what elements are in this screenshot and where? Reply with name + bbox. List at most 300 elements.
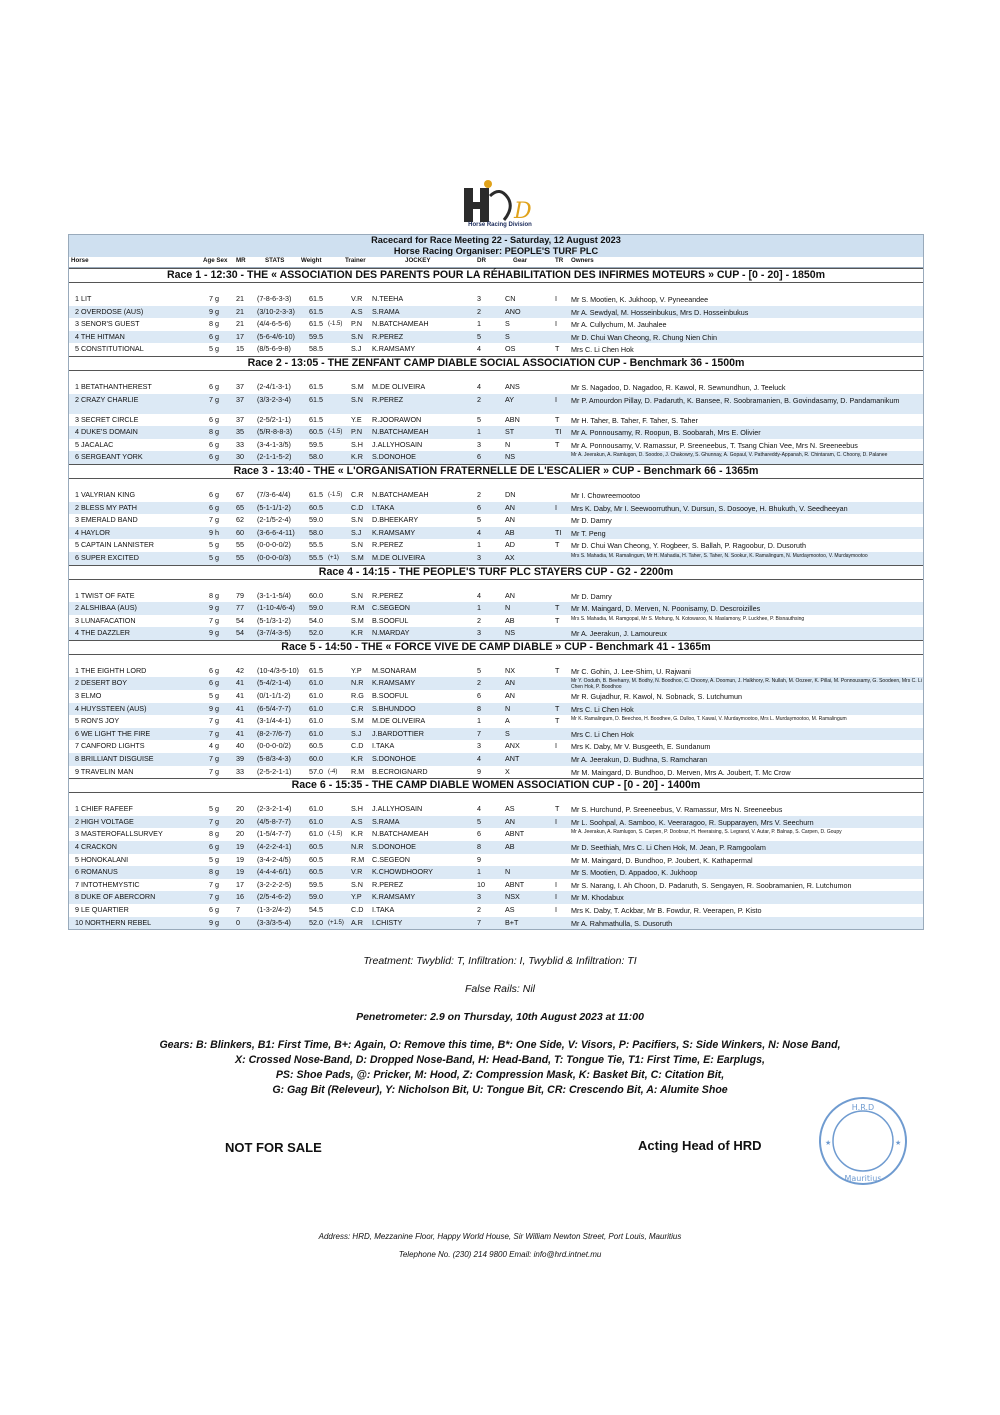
- cell-mr: 37: [236, 394, 244, 404]
- cell-treat: TI: [555, 527, 562, 537]
- cell-gear: AN: [505, 691, 515, 701]
- table-row: [69, 306, 923, 319]
- cell-tr: K.R: [351, 628, 363, 638]
- race-title: Race 6 - 15:35 - THE CAMP DIABLE WOMEN ASSOCIATION CUP - [0 - 20] - 1400m: [69, 778, 923, 793]
- cell-dr: 5: [477, 414, 481, 424]
- col-dr: DR: [477, 257, 486, 264]
- cell-mr: 39: [236, 754, 244, 764]
- cell-mr: 20: [236, 816, 244, 826]
- cell-adj: (-1.5): [328, 831, 343, 838]
- cell-age: 6 g: [209, 502, 219, 512]
- cell-stats: (5-1-1/1-2): [257, 502, 291, 512]
- table-row: [69, 740, 923, 753]
- cell-jockey: R.PEREZ: [372, 879, 404, 889]
- col-jockey: JOCKEY: [405, 257, 431, 264]
- svg-text:★: ★: [895, 1140, 902, 1147]
- cell-horse: 3 ELMO: [75, 691, 102, 701]
- col-age-sex: Age Sex: [203, 257, 228, 264]
- cell-stats: (3-7/4-3-5): [257, 628, 291, 638]
- cell-gear: N: [505, 867, 511, 877]
- cell-wt: 61.5: [309, 306, 323, 316]
- cell-age: 6 g: [209, 665, 219, 675]
- race-section: [69, 778, 923, 929]
- cell-jockey: B.SOOFUL: [372, 691, 409, 701]
- cell-gear: AN: [505, 502, 515, 512]
- col-stats: STATS: [265, 257, 285, 264]
- cell-stats: (8-2-7/6-7): [257, 728, 291, 738]
- cell-stats: (5-1/3-1-2): [257, 615, 291, 625]
- cell-owners: Mrs S. Mahadia, M. Ramgopal, Mr S. Mohung, N. Kotowaroo, N. Maslamony, P. Luckhee, P. Bisnauthsing: [571, 615, 805, 622]
- cell-owners: Mr A. Cullychum, M. Jauhalee: [571, 320, 667, 330]
- cell-stats: (10-4/3-5-10): [257, 665, 299, 675]
- cell-wt: 60.0: [309, 590, 323, 600]
- cell-dr: 1: [477, 716, 481, 726]
- cell-tr: Y.P: [351, 892, 362, 902]
- race-title: Race 4 - 14:15 - THE PEOPLE'S TURF PLC STAYERS CUP - G2 - 2200m: [69, 565, 923, 580]
- cell-wt: 60.5: [309, 502, 323, 512]
- cell-dr: 1: [477, 319, 481, 329]
- cell-dr: 3: [477, 741, 481, 751]
- cell-horse: 2 ALSHIBAA (AUS): [75, 603, 137, 613]
- col-gear: Gear: [513, 257, 528, 264]
- table-row: [69, 904, 923, 917]
- cell-horse: 6 WE LIGHT THE FIRE: [75, 728, 151, 738]
- cell-wt: 59.0: [309, 603, 323, 613]
- cell-jockey: N.BATCHAMEAH: [372, 829, 429, 839]
- cell-jockey: S.RAMA: [372, 306, 400, 316]
- cell-horse: 9 LE QUARTIER: [75, 904, 129, 914]
- cell-gear: AN: [505, 515, 515, 525]
- cell-gear: AS: [505, 804, 515, 814]
- cell-horse: 7 INTOTHEMYSTIC: [75, 879, 140, 889]
- racecard: [68, 234, 924, 930]
- cell-tr: R.M: [351, 766, 365, 776]
- cell-age: 9 h: [209, 527, 219, 537]
- cell-jockey: N.BATCHAMEAH: [372, 319, 429, 329]
- cell-gear: X: [505, 766, 510, 776]
- cell-horse: 10 NORTHERN REBEL: [75, 917, 152, 927]
- cell-jockey: I.CHISTY: [372, 917, 403, 927]
- cell-wt: 60.0: [309, 754, 323, 764]
- cell-tr: S.J: [351, 527, 362, 537]
- telephone: Telephone No. (230) 214 9800 Email: info@hrd.intnet.mu: [398, 1250, 602, 1259]
- cell-treat: I: [555, 394, 557, 404]
- table-row: [69, 803, 923, 816]
- cell-wt: 60.5: [309, 842, 323, 851]
- cell-tr: S.M: [351, 716, 364, 726]
- cell-horse: 7 CANFORD LIGHTS: [75, 741, 145, 751]
- cell-dr: 3: [477, 628, 481, 638]
- cell-jockey: K.RAMSAMY: [372, 678, 416, 688]
- cell-jockey: R.PEREZ: [372, 590, 404, 600]
- cell-gear: ANO: [505, 306, 521, 316]
- cell-gear: ABN: [505, 414, 520, 424]
- cell-horse: 3 EMERALD BAND: [75, 515, 138, 525]
- cell-gear: N: [505, 703, 511, 713]
- cell-gear: NSX: [505, 892, 520, 902]
- cell-mr: 55: [236, 540, 244, 550]
- cell-mr: 65: [236, 502, 244, 512]
- cell-gear: ANX: [505, 741, 520, 751]
- cell-dr: 10: [477, 879, 485, 889]
- cell-stats: (3-4-2-4/5): [257, 854, 291, 864]
- cell-age: 8 g: [209, 427, 219, 437]
- cell-owners: Mr A. Sewdyal, M. Hosseinbukus, Mrs D. Hosseinbukus: [571, 307, 749, 317]
- cell-age: 9 g: [209, 306, 219, 316]
- cell-gear: N: [505, 603, 511, 613]
- cell-owners: Mr K. Ramalingum, D. Beechoo, H. Boodhee, G. Dulloo, T. Kawal, V. Murdaymootoo, Mrs L. Murdaymootoo, M. Ramalingum: [571, 716, 847, 723]
- cell-mr: 41: [236, 691, 244, 701]
- cell-treat: TI: [555, 427, 562, 437]
- cell-horse: 5 JACALAC: [75, 439, 114, 449]
- cell-owners: Mrs K. Daby, Mr I. Seewoorruthun, V. Dursun, S. Dosooye, H. Bhukuth, V. Seedheeyan: [571, 503, 848, 513]
- table-row: [69, 552, 923, 565]
- penetrometer-note: Penetrometer: 2.9 on Thursday, 10th August 2023 at 11:00: [356, 1011, 644, 1023]
- cell-age: 6 g: [209, 678, 219, 688]
- cell-owners: Mr T. Peng: [571, 528, 606, 538]
- cell-stats: (4/4-6-5-6): [257, 319, 291, 329]
- cell-owners: Mr A. Rahmathulla, S. Dusoruth: [571, 918, 673, 928]
- table-row: [69, 753, 923, 766]
- table-row: [69, 766, 923, 779]
- cell-mr: 62: [236, 515, 244, 525]
- cell-jockey: K.RAMSAMY: [372, 527, 416, 537]
- gears-line: X: Crossed Nose-Band, D: Dropped Nose-Band, H: Head-Band, T: Tongue Tie, T1: First Time, E: Earplugs,: [235, 1054, 765, 1066]
- cell-stats: (5-4/2-1-4): [257, 678, 291, 688]
- cell-mr: 15: [236, 344, 244, 354]
- table-row: [69, 891, 923, 904]
- race-section: [69, 268, 923, 356]
- cell-age: 5 g: [209, 344, 219, 354]
- table-row: [69, 590, 923, 603]
- cell-mr: 20: [236, 829, 244, 839]
- cell-tr: Y.P: [351, 665, 362, 675]
- cell-owners: Mr Y. Ooduth, B. Beeharry, M. Bodhy, N. Boodhoo, C. Choony, A. Doomun, J. Halkhory, R. Nullah, M. Oozeer, K. Pillai, M. Ponnousamy, G. Soodeen, Mrs C. Li Chen Hok, P. Boodhoo: [571, 678, 922, 691]
- cell-mr: 41: [236, 716, 244, 726]
- cell-gear: AB: [505, 615, 515, 625]
- race-title: Race 3 - 13:40 - THE « L'ORGANISATION FRATERNELLE DE L'ESCALIER » CUP - Benchmark 66 - 1365m: [69, 464, 923, 479]
- cell-jockey: B.ECROIGNARD: [372, 766, 428, 776]
- cell-owners: Mr H. Taher, B. Taher, F. Taher, S. Taher: [571, 415, 698, 425]
- cell-mr: 16: [236, 892, 244, 902]
- cell-horse: 2 OVERDOSE (AUS): [75, 306, 144, 316]
- cell-owners: Mr S. Mootien, D. Appadoo, K. Jukhoop: [571, 868, 698, 878]
- table-row: [69, 439, 923, 452]
- race-section: [69, 356, 923, 464]
- cell-mr: 42: [236, 665, 244, 675]
- table-row: [69, 451, 923, 464]
- col-horse: Horse: [71, 257, 89, 264]
- cell-tr: S.N: [351, 331, 363, 341]
- cell-gear: S: [505, 319, 510, 329]
- cell-tr: S.N: [351, 879, 363, 889]
- cell-owners: Mrs C. Li Chen Hok: [571, 729, 634, 739]
- cell-age: 7 g: [209, 754, 219, 764]
- cell-tr: R.M: [351, 603, 365, 613]
- cell-horse: 5 CAPTAIN LANNISTER: [75, 540, 154, 550]
- table-row: [69, 414, 923, 427]
- cell-treat: I: [555, 879, 557, 889]
- cell-treat: I: [555, 741, 557, 751]
- cell-horse: 4 HAYLOR: [75, 527, 111, 537]
- cell-age: 5 g: [209, 540, 219, 550]
- cell-stats: (1-10-4/6-4): [257, 603, 295, 613]
- cell-treat: I: [555, 294, 557, 303]
- cell-horse: 6 SUPER EXCITED: [75, 552, 139, 562]
- cell-owners: Mrs C. Li Chen Hok: [571, 704, 634, 714]
- cell-gear: ABNT: [505, 879, 525, 889]
- cell-gear: AS: [505, 904, 515, 914]
- cell-dr: 6: [477, 452, 481, 462]
- cell-age: 6 g: [209, 414, 219, 424]
- cell-tr: K.R: [351, 829, 363, 839]
- cell-wt: 61.5: [309, 394, 323, 404]
- cell-wt: 54.5: [309, 904, 323, 914]
- cell-horse: 3 LUNAFACATION: [75, 615, 136, 625]
- cell-mr: 54: [236, 615, 244, 625]
- cell-owners: Mr L. Soohpal, A. Samboo, K. Veeraragoo, R. Supparayen, Mrs V. Seechurn: [571, 817, 814, 827]
- cell-mr: 41: [236, 728, 244, 738]
- table-row: [69, 841, 923, 854]
- cell-age: 6 g: [209, 904, 219, 914]
- cell-mr: 7: [236, 904, 240, 914]
- cell-age: 5 g: [209, 804, 219, 814]
- cell-dr: 3: [477, 552, 481, 562]
- cell-age: 6 g: [209, 452, 219, 462]
- cell-horse: 9 TRAVELIN MAN: [75, 766, 134, 776]
- cell-owners: Mr A. Ponnousamy, R. Roopun, B. Soobarah, Mrs E. Olivier: [571, 428, 761, 438]
- cell-adj: (-4): [328, 768, 338, 775]
- cell-tr: S.M: [351, 615, 364, 625]
- cell-adj: (-1.5): [328, 321, 343, 328]
- cell-jockey: R.JOORAWON: [372, 414, 422, 424]
- cell-jockey: M.DE OLIVEIRA: [372, 381, 426, 391]
- cell-tr: C.R: [351, 703, 364, 713]
- cell-owners: Mr A. Jeerakun, A. Ramlugon, S. Carpen, P. Doobraz, H. Heeraising, S. Legrand, V. Autar, P. Balnap, S. Carpen, D. Goupy: [571, 829, 842, 836]
- cell-owners: Mr I. Chowreemootoo: [571, 490, 641, 500]
- cell-wt: 61.5: [309, 294, 323, 303]
- cell-age: 7 g: [209, 892, 219, 902]
- cell-horse: 1 CHIEF RAFEEF: [75, 804, 133, 814]
- cell-dr: 7: [477, 917, 481, 927]
- table-row: [69, 627, 923, 640]
- cell-horse: 2 CRAZY CHARLIE: [75, 394, 139, 404]
- cell-owners: Mr S. Mootien, K. Jukhoop, V. Pyneeandee: [571, 295, 709, 304]
- cell-mr: 33: [236, 766, 244, 776]
- cell-stats: (8/5-6-9-8): [257, 344, 291, 354]
- cell-mr: 21: [236, 306, 244, 316]
- cell-wt: 61.5: [309, 414, 323, 424]
- cell-horse: 1 VALYRIAN KING: [75, 489, 136, 499]
- table-row: [69, 854, 923, 867]
- cell-wt: 61.0: [309, 728, 323, 738]
- cell-tr: N.R: [351, 842, 364, 851]
- cell-horse: 3 SENOR'S GUEST: [75, 319, 140, 329]
- cell-gear: ST: [505, 427, 515, 437]
- cell-dr: 5: [477, 816, 481, 826]
- cell-stats: (3-2-2-2-5): [257, 879, 292, 889]
- cell-horse: 6 ROMANUS: [75, 867, 118, 877]
- cell-age: 7 g: [209, 816, 219, 826]
- cell-tr: V.R: [351, 294, 363, 303]
- table-row: [69, 728, 923, 741]
- cell-jockey: N.TEEHA: [372, 294, 404, 303]
- cell-stats: (1-3-2/4-2): [257, 904, 291, 914]
- cell-mr: 41: [236, 678, 244, 688]
- cell-mr: 79: [236, 590, 244, 600]
- acting-head-signature: Acting Head of HRD: [638, 1138, 762, 1153]
- cell-treat: T: [555, 804, 560, 814]
- cell-owners: Mr A. Jeerakun, A. Ramlugon, D. Soodoo, J. Chakowry, S. Ghunnay, A. Gopaul, V. Pathareddy-Appanah, R. Chintaram, C. Choony, D. Palanee: [571, 452, 888, 459]
- cell-age: 7 g: [209, 728, 219, 738]
- race-title: Race 5 - 14:50 - THE « FORCE VIVE DE CAMP DIABLE » CUP - Benchmark 41 - 1365m: [69, 640, 923, 655]
- cell-gear: NX: [505, 665, 515, 675]
- cell-owners: Mr C. Gohin, J. Lee-Shim, U. Rajwani: [571, 666, 691, 676]
- cell-dr: 2: [477, 678, 481, 688]
- cell-dr: 3: [477, 439, 481, 449]
- cell-horse: 8 DUKE OF ABERCORN: [75, 892, 156, 902]
- cell-wt: 61.0: [309, 804, 323, 814]
- cell-age: 7 g: [209, 294, 219, 303]
- logo-caption: Horse Racing Division: [468, 222, 532, 228]
- race-title: Race 1 - 12:30 - THE « ASSOCIATION DES PARENTS POUR LA RÉHABILITATION DES INFIRMES MOTEURS » CUP - [0 - 20] - 1850m: [69, 268, 923, 283]
- cell-age: 4 g: [209, 741, 219, 751]
- cell-horse: 2 DESERT BOY: [75, 678, 128, 688]
- cell-dr: 3: [477, 892, 481, 902]
- cell-jockey: M.DE OLIVEIRA: [372, 716, 426, 726]
- cell-horse: 1 THE EIGHTH LORD: [75, 665, 147, 675]
- cell-age: 9 g: [209, 917, 219, 927]
- svg-text:D: D: [514, 199, 532, 224]
- cell-stats: (7-8-6-3-3): [257, 294, 292, 303]
- cell-wt: 60.5: [309, 427, 323, 437]
- table-row: [69, 615, 923, 628]
- cell-jockey: J.BARDOTTIER: [372, 728, 424, 738]
- cell-gear: S: [505, 728, 510, 738]
- cell-wt: 57.0: [309, 766, 323, 776]
- cell-age: 9 g: [209, 628, 219, 638]
- cell-gear: A: [505, 716, 510, 726]
- cell-jockey: R.PEREZ: [372, 540, 404, 550]
- cell-horse: 6 SERGEANT YORK: [75, 452, 143, 462]
- cell-horse: 1 LIT: [75, 294, 92, 303]
- cell-stats: (3/10-2-3-3): [257, 306, 295, 316]
- cell-horse: 4 THE DAZZLER: [75, 628, 130, 638]
- gears-legend: [80, 1038, 920, 1098]
- table-row: [69, 917, 923, 930]
- cell-dr: 4: [477, 381, 481, 391]
- cell-mr: 19: [236, 854, 244, 864]
- cell-gear: AY: [505, 394, 515, 404]
- cell-horse: 1 BETATHANTHEREST: [75, 381, 152, 391]
- cell-stats: (3/3-2-3-4): [257, 394, 291, 404]
- cell-jockey: C.SEGEON: [372, 603, 410, 613]
- cell-owners: Mr P. Amourdon Pillay, D. Padaruth, K. Bansee, R. Soobramanien, B. Govindasamy, D. Pandamanikum: [571, 395, 900, 405]
- cell-gear: AB: [505, 527, 515, 537]
- table-row: [69, 527, 923, 540]
- treatment-note: Treatment: Twyblid: T, Infiltration: I, Twyblid & Infiltration: TI: [363, 955, 637, 967]
- cell-tr: R.M: [351, 854, 365, 864]
- cell-dr: 4: [477, 754, 481, 764]
- cell-stats: (2-1/5-2-4): [257, 515, 291, 525]
- cell-wt: 55.5: [309, 540, 323, 550]
- cell-tr: S.H: [351, 439, 363, 449]
- cell-tr: S.N: [351, 394, 363, 404]
- cell-horse: 3 MASTEROFALLSURVEY: [75, 829, 163, 839]
- cell-wt: 61.5: [309, 489, 323, 499]
- cell-tr: A.R: [351, 917, 363, 927]
- cell-horse: 8 BRILLIANT DISGUISE: [75, 754, 154, 764]
- cell-wt: 52.0: [309, 628, 323, 638]
- cell-owners: Mrs S. Mahadia, M. Ramalingum, Mr H. Mahadia, H. Taher, S. Taher, N. Sookur, K. Ramalingum, N. Murdaymootoo, V. Murdaymootoo: [571, 552, 868, 559]
- table-row: [69, 665, 923, 678]
- cell-dr: 2: [477, 615, 481, 625]
- cell-stats: (2-1-1-5-2): [257, 452, 292, 462]
- cell-dr: 8: [477, 842, 481, 851]
- not-for-sale: NOT FOR SALE: [225, 1140, 322, 1155]
- cell-dr: 1: [477, 427, 481, 437]
- cell-gear: DN: [505, 489, 516, 499]
- cell-mr: 33: [236, 439, 244, 449]
- cell-jockey: I.TAKA: [372, 904, 395, 914]
- cell-jockey: J.ALLYHOSAIN: [372, 439, 423, 449]
- cell-stats: (0-0-0-0/3): [257, 552, 291, 562]
- cell-wt: 60.5: [309, 741, 323, 751]
- cell-gear: B+T: [505, 917, 519, 927]
- cell-age: 9 g: [209, 703, 219, 713]
- table-row: [69, 381, 923, 394]
- column-headers: [69, 257, 923, 268]
- cell-age: 6 g: [209, 439, 219, 449]
- cell-tr: P.N: [351, 427, 363, 437]
- race-section: [69, 565, 923, 640]
- cell-tr: V.R: [351, 867, 363, 877]
- cell-stats: (2/5-4-6-2): [257, 892, 291, 902]
- cell-age: 9 g: [209, 603, 219, 613]
- cell-jockey: J.ALLYHOSAIN: [372, 804, 423, 814]
- col-tr: TR: [555, 257, 564, 264]
- cell-dr: 2: [477, 306, 481, 316]
- cell-dr: 5: [477, 665, 481, 675]
- cell-treat: I: [555, 816, 557, 826]
- cell-tr: S.J: [351, 728, 362, 738]
- cell-stats: (2-5/2-1-1): [257, 414, 291, 424]
- cell-age: 6 g: [209, 842, 219, 851]
- cell-wt: 61.5: [309, 665, 323, 675]
- cell-wt: 59.5: [309, 439, 323, 449]
- cell-tr: S.H: [351, 804, 363, 814]
- cell-dr: 1: [477, 603, 481, 613]
- cell-treat: I: [555, 892, 557, 902]
- cell-stats: (3-4-1-3/5): [257, 439, 291, 449]
- cell-jockey: K.RAMSAMY: [372, 344, 416, 354]
- stamp-bottom-text: Mauritius: [844, 1174, 882, 1183]
- cell-wt: 59.5: [309, 331, 323, 341]
- cell-horse: 2 HIGH VOLTAGE: [75, 816, 134, 826]
- cell-stats: (6-5/4-7-7): [257, 703, 291, 713]
- cell-age: 7 g: [209, 615, 219, 625]
- cell-age: 6 g: [209, 381, 219, 391]
- cell-tr: Y.E: [351, 414, 362, 424]
- cell-dr: 9: [477, 854, 481, 864]
- cell-tr: S.N: [351, 515, 363, 525]
- cell-stats: (4-2-2-4-1): [257, 842, 292, 851]
- cell-owners: Mrs C. Li Chen Hok: [571, 345, 634, 355]
- cell-dr: 4: [477, 344, 481, 354]
- cell-jockey: C.SEGEON: [372, 854, 410, 864]
- cell-age: 8 g: [209, 590, 219, 600]
- table-row: [69, 426, 923, 439]
